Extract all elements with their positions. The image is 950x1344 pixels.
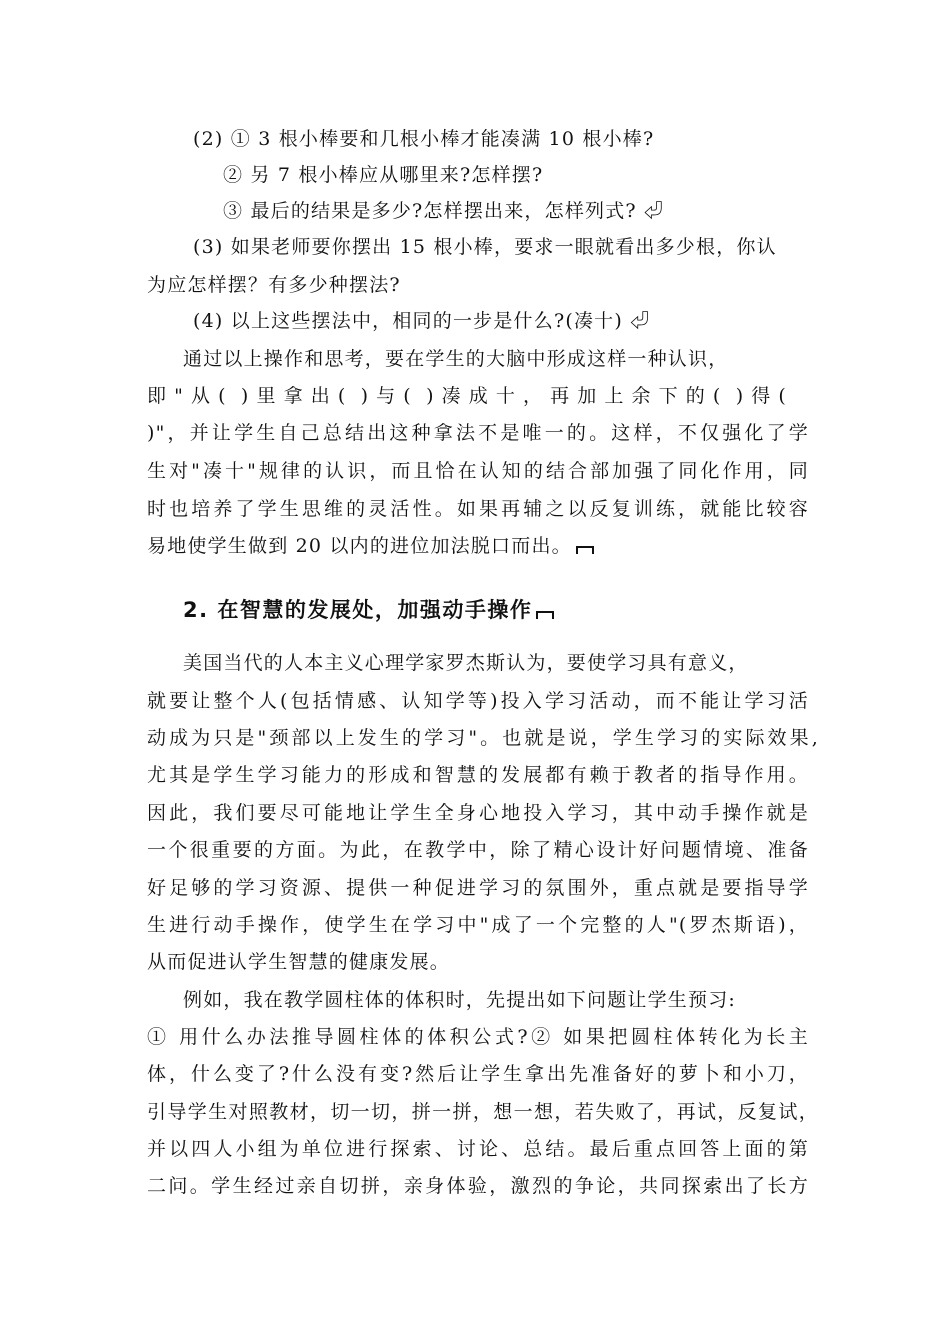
section-heading [183, 595, 554, 625]
paragraph-mark-icon [536, 611, 554, 619]
question-3-line-1: (3) 如果老师要你摆出 15 根小棒，要求一眼就看出多少根，你认 [193, 236, 777, 258]
paragraph-2-line-5: 因此，我们要尽可能地让学生全身心地投入学习，其中动手操作就是 [147, 802, 809, 824]
paragraph-2-line-4: 尤其是学生学习能力的形成和智慧的发展都有赖于教者的指导作用。 [147, 764, 809, 786]
section-heading-text: 2. 在智慧的发展处，加强动手操作 [183, 598, 533, 622]
paragraph-3-line-3: 体，什么变了?什么没有变?然后让学生拿出先准备好的萝卜和小刀， [147, 1063, 809, 1085]
question-2-1: (2) ① 3 根小棒要和几根小棒才能凑满 10 根小棒? [193, 128, 655, 150]
question-4: (4) 以上这些摆法中，相同的一步是什么?(凑十) ⏎ [193, 310, 651, 332]
paragraph-2-line-2: 就要让整个人(包括情感、认知学等)投入学习活动，而不能让学习活 [147, 690, 809, 712]
paragraph-1-line-6 [147, 534, 594, 558]
question-3-line-2: 为应怎样摆？有多少种摆法? [147, 274, 401, 296]
paragraph-2-line-9: 从而促进认学生智慧的健康发展。 [147, 951, 451, 973]
question-2-3: ③ 最后的结果是多少?怎样摆出来，怎样列式? ⏎ [223, 200, 665, 222]
paragraph-mark-icon [576, 546, 594, 554]
paragraph-3-line-5: 并以四人小组为单位进行探索、讨论、总结。最后重点回答上面的第 [147, 1138, 809, 1160]
paragraph-1-line-3: )"，并让学生自己总结出这种拿法不是唯一的。这样，不仅强化了学 [147, 422, 809, 444]
paragraph-2-line-1: 美国当代的人本主义心理学家罗杰斯认为，要使学习具有意义， [183, 652, 749, 674]
paragraph-3-line-6: 二问。学生经过亲自切拼，亲身体验，激烈的争论，共同探索出了长方 [147, 1175, 809, 1197]
paragraph-3-line-2: ① 用什么办法推导圆柱体的体积公式?② 如果把圆柱体转化为长主 [147, 1026, 809, 1048]
paragraph-1-line-2: 即"从( )里拿出( )与( )凑成十，再加上余下的( )得( [147, 385, 787, 407]
paragraph-3-line-1: 例如，我在教学圆柱体的体积时，先提出如下问题让学生预习: [183, 989, 737, 1011]
question-2-2: ② 另 7 根小棒应从哪里来?怎样摆? [223, 164, 544, 186]
paragraph-1-line-5: 时也培养了学生思维的灵活性。如果再辅之以反复训练，就能比较容 [147, 498, 809, 520]
paragraph-2-line-6: 一个很重要的方面。为此，在教学中，除了精心设计好问题情境、准备 [147, 839, 809, 861]
paragraph-2-line-7: 好足够的学习资源、提供一种促进学习的氛围外，重点就是要指导学 [147, 877, 809, 899]
paragraph-1-line-4: 生对"凑十"规律的认识，而且恰在认知的结合部加强了同化作用，同 [147, 460, 809, 482]
paragraph-3-line-4: 引导学生对照教材，切一切，拼一拼，想一想，若失败了，再试，反复试， [147, 1101, 819, 1123]
paragraph-1-line-6-text: 易地使学生做到 20 以内的进位加法脱口而出。 [147, 535, 572, 557]
paragraph-2-line-3: 动成为只是"颈部以上发生的学习"。也就是说，学生学习的实际效果, [147, 727, 819, 749]
paragraph-1-line-1: 通过以上操作和思考，要在学生的大脑中形成这样一种认识， [183, 348, 729, 370]
paragraph-2-line-8: 生进行动手操作，使学生在学习中"成了一个完整的人"(罗杰斯语)， [147, 914, 809, 936]
